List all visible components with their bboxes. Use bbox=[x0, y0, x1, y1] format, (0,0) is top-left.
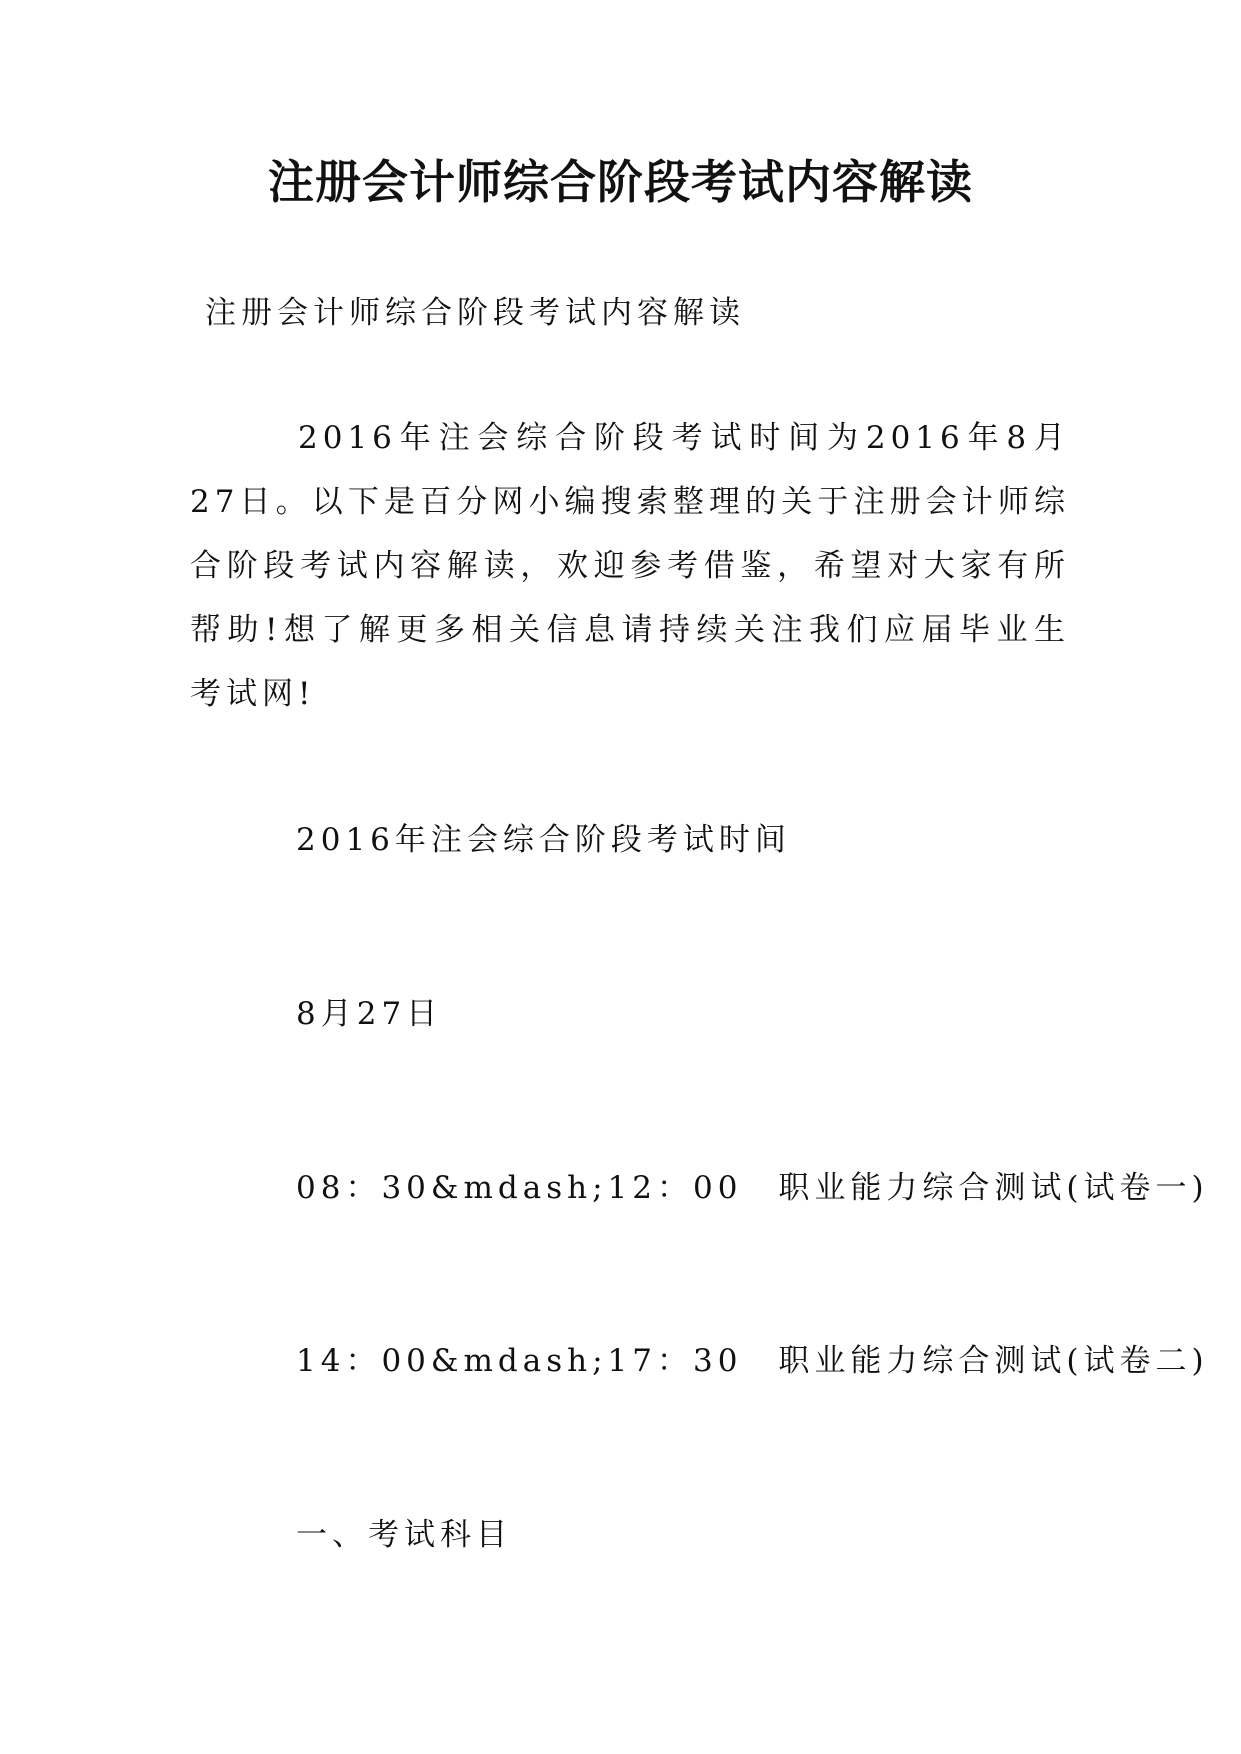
exam-date: 8月27日 bbox=[296, 996, 443, 1032]
document-title: 注册会计师综合阶段考试内容解读 bbox=[268, 155, 973, 209]
section-heading-exam-subjects: 一、考试科目 bbox=[296, 1517, 512, 1553]
intro-paragraph: 2016年注会综合阶段考试时间为2016年8月27日。以下是百分网小编搜索整理的关于注册会计师综合阶段考试内容解读，欢迎参考借鉴，希望对大家有所帮助!想了解更多相关信息请持续关注我们应届毕业生考试网! bbox=[190, 420, 1070, 712]
schedule-subject: 职业能力综合测试(试卷一) bbox=[778, 1170, 1209, 1206]
schedule-item bbox=[296, 1341, 1209, 1381]
schedule-time: 08：30&mdash;12：00 bbox=[296, 1170, 743, 1206]
schedule-item bbox=[296, 1168, 1209, 1208]
schedule-subject: 职业能力综合测试(试卷二) bbox=[778, 1343, 1209, 1379]
document-subtitle: 注册会计师综合阶段考试内容解读 bbox=[205, 295, 745, 331]
schedule-time: 14：00&mdash;17：30 bbox=[296, 1343, 743, 1379]
exam-time-heading: 2016年注会综合阶段考试时间 bbox=[296, 822, 791, 858]
